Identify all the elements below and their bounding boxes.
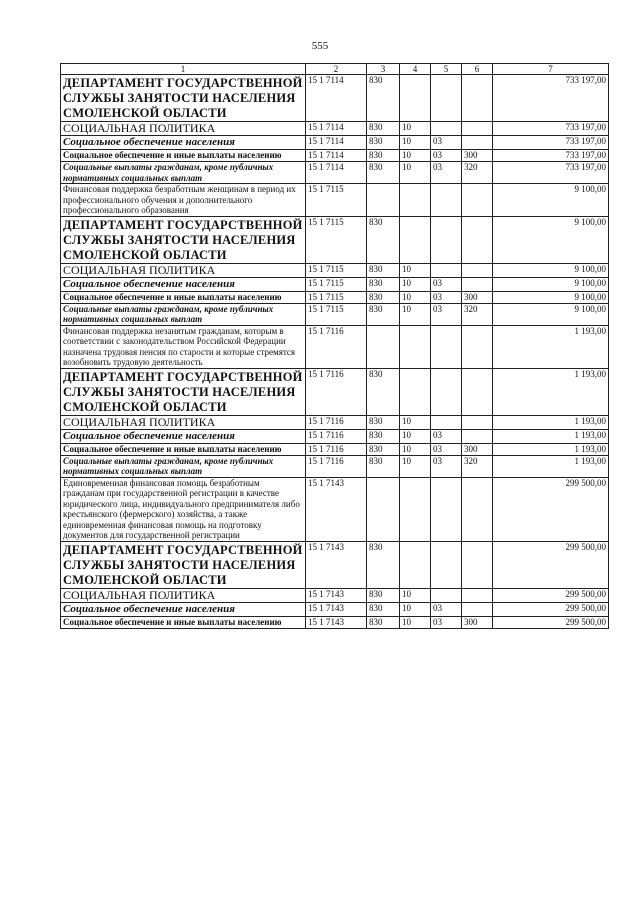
subsection-code-cell [431, 368, 462, 415]
expense-type-cell [462, 136, 493, 150]
grbs-cell: 830 [367, 162, 400, 184]
expense-type-cell: 320 [462, 162, 493, 184]
column-header: 6 [462, 64, 493, 75]
target-article-cell: 15 1 7143 [306, 616, 367, 628]
expense-type-cell [462, 477, 493, 541]
target-article-cell: 15 1 7143 [306, 477, 367, 541]
section-code-cell: 10 [400, 303, 431, 325]
amount-cell: 1 193,00 [493, 455, 609, 477]
row-name-cell: Социальное обеспечение и иные выплаты населению [61, 291, 306, 303]
table-row [61, 277, 609, 291]
expense-type-cell: 300 [462, 443, 493, 455]
target-article-cell: 15 1 7116 [306, 415, 367, 429]
subsection-code-cell [431, 75, 462, 122]
target-article-cell: 15 1 7115 [306, 216, 367, 263]
amount-cell: 1 193,00 [493, 415, 609, 429]
section-code-cell [400, 368, 431, 415]
grbs-cell: 830 [367, 415, 400, 429]
table-row [61, 443, 609, 455]
expense-type-cell [462, 277, 493, 291]
target-article-cell: 15 1 7143 [306, 602, 367, 616]
amount-cell: 733 197,00 [493, 122, 609, 136]
expense-type-cell: 300 [462, 291, 493, 303]
amount-cell: 9 100,00 [493, 291, 609, 303]
expense-type-cell: 300 [462, 150, 493, 162]
amount-cell: 733 197,00 [493, 150, 609, 162]
grbs-cell: 830 [367, 303, 400, 325]
amount-cell: 733 197,00 [493, 75, 609, 122]
section-code-cell: 10 [400, 291, 431, 303]
target-article-cell: 15 1 7116 [306, 368, 367, 415]
table-row [61, 162, 609, 184]
section-code-cell: 10 [400, 263, 431, 277]
table-row [61, 216, 609, 263]
grbs-cell: 830 [367, 616, 400, 628]
row-name-cell: Социальные выплаты гражданам, кроме публичных нормативных социальных выплат [61, 455, 306, 477]
section-code-cell: 10 [400, 443, 431, 455]
amount-cell: 1 193,00 [493, 325, 609, 368]
grbs-cell: 830 [367, 291, 400, 303]
table-row [61, 588, 609, 602]
expense-type-cell [462, 602, 493, 616]
row-name-cell: ДЕПАРТАМЕНТ ГОСУДАРСТВЕННОЙ СЛУЖБЫ ЗАНЯТОСТИ НАСЕЛЕНИЯ СМОЛЕНСКОЙ ОБЛАСТИ [61, 541, 306, 588]
subsection-code-cell [431, 415, 462, 429]
subsection-code-cell [431, 477, 462, 541]
amount-cell: 9 100,00 [493, 303, 609, 325]
amount-cell: 733 197,00 [493, 136, 609, 150]
amount-cell: 299 500,00 [493, 588, 609, 602]
subsection-code-cell [431, 325, 462, 368]
grbs-cell: 830 [367, 429, 400, 443]
amount-cell: 1 193,00 [493, 443, 609, 455]
grbs-cell: 830 [367, 150, 400, 162]
grbs-cell: 830 [367, 455, 400, 477]
table-row [61, 602, 609, 616]
row-name-cell: Социальные выплаты гражданам, кроме публичных нормативных социальных выплат [61, 303, 306, 325]
amount-cell: 9 100,00 [493, 184, 609, 217]
expense-type-cell: 320 [462, 455, 493, 477]
grbs-cell: 830 [367, 216, 400, 263]
column-header: 3 [367, 64, 400, 75]
table-row [61, 368, 609, 415]
column-header: 5 [431, 64, 462, 75]
row-name-cell: Единовременная финансовая помощь безработным гражданам при государственной регистрации в качестве юридического лица, индивидуального предпринимателя либо крестьянского (фермерского) хозяйства, а также единовременная финансовая помощь на подготовку документов для государственной регистрации [61, 477, 306, 541]
section-code-cell: 10 [400, 455, 431, 477]
expense-type-cell [462, 429, 493, 443]
subsection-code-cell: 03 [431, 162, 462, 184]
target-article-cell: 15 1 7115 [306, 263, 367, 277]
expense-type-cell: 320 [462, 303, 493, 325]
section-code-cell: 10 [400, 162, 431, 184]
section-code-cell: 10 [400, 616, 431, 628]
target-article-cell: 15 1 7114 [306, 162, 367, 184]
row-name-cell: ДЕПАРТАМЕНТ ГОСУДАРСТВЕННОЙ СЛУЖБЫ ЗАНЯТОСТИ НАСЕЛЕНИЯ СМОЛЕНСКОЙ ОБЛАСТИ [61, 75, 306, 122]
target-article-cell: 15 1 7114 [306, 150, 367, 162]
row-name-cell: Социальное обеспечение и иные выплаты населению [61, 150, 306, 162]
column-header: 7 [493, 64, 609, 75]
amount-cell: 299 500,00 [493, 616, 609, 628]
amount-cell: 299 500,00 [493, 602, 609, 616]
subsection-code-cell: 03 [431, 429, 462, 443]
target-article-cell: 15 1 7114 [306, 122, 367, 136]
target-article-cell: 15 1 7114 [306, 75, 367, 122]
column-header: 2 [306, 64, 367, 75]
grbs-cell: 830 [367, 541, 400, 588]
section-code-cell [400, 75, 431, 122]
table-row [61, 184, 609, 217]
target-article-cell: 15 1 7116 [306, 455, 367, 477]
page-number: 555 [311, 40, 329, 52]
target-article-cell: 15 1 7115 [306, 277, 367, 291]
subsection-code-cell: 03 [431, 277, 462, 291]
section-code-cell: 10 [400, 136, 431, 150]
expense-type-cell [462, 184, 493, 217]
expense-type-cell [462, 368, 493, 415]
table-row [61, 455, 609, 477]
expense-type-cell [462, 75, 493, 122]
subsection-code-cell [431, 588, 462, 602]
section-code-cell [400, 541, 431, 588]
subsection-code-cell: 03 [431, 455, 462, 477]
expense-type-cell [462, 122, 493, 136]
table-row [61, 541, 609, 588]
row-name-cell: СОЦИАЛЬНАЯ ПОЛИТИКА [61, 415, 306, 429]
table-row [61, 150, 609, 162]
table-row [61, 477, 609, 541]
row-name-cell: Социальное обеспечение и иные выплаты населению [61, 616, 306, 628]
target-article-cell: 15 1 7115 [306, 291, 367, 303]
grbs-cell: 830 [367, 122, 400, 136]
expense-type-cell [462, 263, 493, 277]
section-code-cell [400, 216, 431, 263]
grbs-cell [367, 325, 400, 368]
section-code-cell: 10 [400, 415, 431, 429]
row-name-cell: Финансовая поддержка безработным женщинам в период их профессионального обучения и дополнительного профессионального образования [61, 184, 306, 217]
subsection-code-cell [431, 122, 462, 136]
expense-type-cell [462, 325, 493, 368]
section-code-cell [400, 184, 431, 217]
target-article-cell: 15 1 7115 [306, 184, 367, 217]
target-article-cell: 15 1 7143 [306, 588, 367, 602]
grbs-cell: 830 [367, 443, 400, 455]
grbs-cell: 830 [367, 368, 400, 415]
amount-cell: 299 500,00 [493, 477, 609, 541]
section-code-cell [400, 325, 431, 368]
grbs-cell: 830 [367, 263, 400, 277]
amount-cell: 1 193,00 [493, 429, 609, 443]
section-code-cell: 10 [400, 429, 431, 443]
amount-cell: 1 193,00 [493, 368, 609, 415]
target-article-cell: 15 1 7116 [306, 429, 367, 443]
expense-type-cell [462, 541, 493, 588]
target-article-cell: 15 1 7143 [306, 541, 367, 588]
subsection-code-cell [431, 184, 462, 217]
amount-cell: 299 500,00 [493, 541, 609, 588]
section-code-cell: 10 [400, 588, 431, 602]
subsection-code-cell: 03 [431, 443, 462, 455]
expense-type-cell [462, 588, 493, 602]
amount-cell: 9 100,00 [493, 263, 609, 277]
row-name-cell: Социальное обеспечение населения [61, 277, 306, 291]
table-row [61, 303, 609, 325]
table-row [61, 415, 609, 429]
subsection-code-cell: 03 [431, 616, 462, 628]
row-name-cell: Социальное обеспечение населения [61, 429, 306, 443]
table-row [61, 325, 609, 368]
table-row [61, 263, 609, 277]
grbs-cell: 830 [367, 277, 400, 291]
subsection-code-cell: 03 [431, 291, 462, 303]
section-code-cell: 10 [400, 602, 431, 616]
row-name-cell: СОЦИАЛЬНАЯ ПОЛИТИКА [61, 263, 306, 277]
table-row [61, 429, 609, 443]
subsection-code-cell: 03 [431, 602, 462, 616]
section-code-cell [400, 477, 431, 541]
grbs-cell: 830 [367, 602, 400, 616]
section-code-cell: 10 [400, 150, 431, 162]
amount-cell: 9 100,00 [493, 216, 609, 263]
budget-table [60, 63, 609, 629]
amount-cell: 9 100,00 [493, 277, 609, 291]
expense-type-cell: 300 [462, 616, 493, 628]
row-name-cell: Социальные выплаты гражданам, кроме публичных нормативных социальных выплат [61, 162, 306, 184]
row-name-cell: Финансовая поддержка незанятым гражданам, которым в соответствии с законодательством Российской Федерации назначена трудовая пенсия по старости и которые стремятся возобновить трудовую деятельность [61, 325, 306, 368]
grbs-cell: 830 [367, 588, 400, 602]
row-name-cell: Социальное обеспечение населения [61, 602, 306, 616]
column-header: 1 [61, 64, 306, 75]
table-body [61, 75, 609, 629]
target-article-cell: 15 1 7116 [306, 443, 367, 455]
section-code-cell: 10 [400, 277, 431, 291]
grbs-cell: 830 [367, 136, 400, 150]
row-name-cell: СОЦИАЛЬНАЯ ПОЛИТИКА [61, 122, 306, 136]
row-name-cell: Социальное обеспечение и иные выплаты населению [61, 443, 306, 455]
subsection-code-cell [431, 216, 462, 263]
expense-type-cell [462, 216, 493, 263]
subsection-code-cell [431, 263, 462, 277]
expense-type-cell [462, 415, 493, 429]
row-name-cell: СОЦИАЛЬНАЯ ПОЛИТИКА [61, 588, 306, 602]
target-article-cell: 15 1 7116 [306, 325, 367, 368]
row-name-cell: Социальное обеспечение населения [61, 136, 306, 150]
column-header: 4 [400, 64, 431, 75]
grbs-cell: 830 [367, 75, 400, 122]
table-row [61, 75, 609, 122]
grbs-cell [367, 184, 400, 217]
amount-cell: 733 197,00 [493, 162, 609, 184]
target-article-cell: 15 1 7114 [306, 136, 367, 150]
subsection-code-cell [431, 541, 462, 588]
section-code-cell: 10 [400, 122, 431, 136]
grbs-cell [367, 477, 400, 541]
table-row [61, 136, 609, 150]
table-row [61, 616, 609, 628]
row-name-cell: ДЕПАРТАМЕНТ ГОСУДАРСТВЕННОЙ СЛУЖБЫ ЗАНЯТОСТИ НАСЕЛЕНИЯ СМОЛЕНСКОЙ ОБЛАСТИ [61, 368, 306, 415]
subsection-code-cell: 03 [431, 136, 462, 150]
subsection-code-cell: 03 [431, 303, 462, 325]
table-header-row [61, 64, 609, 75]
subsection-code-cell: 03 [431, 150, 462, 162]
table-row [61, 291, 609, 303]
target-article-cell: 15 1 7115 [306, 303, 367, 325]
row-name-cell: ДЕПАРТАМЕНТ ГОСУДАРСТВЕННОЙ СЛУЖБЫ ЗАНЯТОСТИ НАСЕЛЕНИЯ СМОЛЕНСКОЙ ОБЛАСТИ [61, 216, 306, 263]
table-row [61, 122, 609, 136]
